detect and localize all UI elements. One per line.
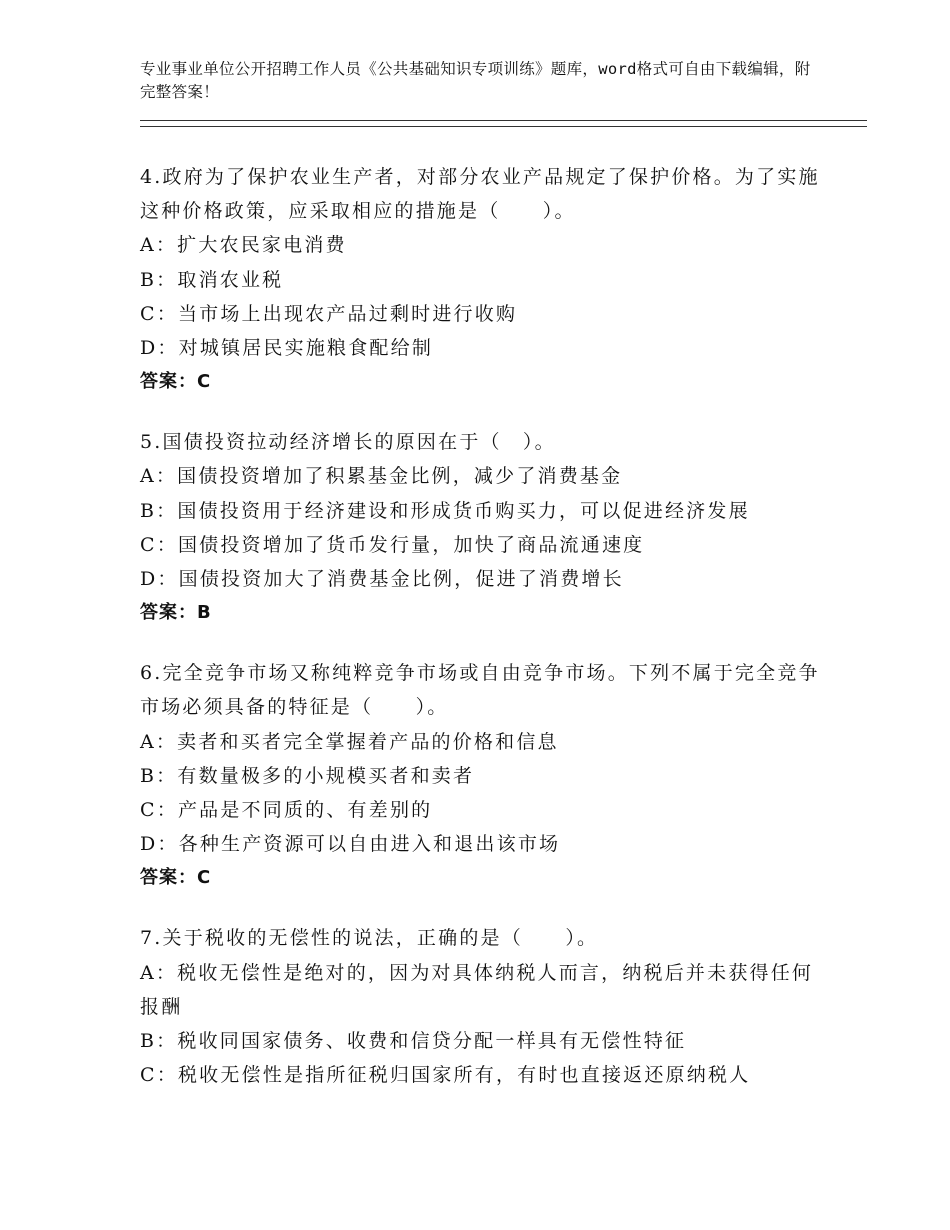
question-5 [140, 425, 820, 630]
question-list [140, 160, 820, 1118]
document-header: 专业事业单位公开招聘工作人员《公共基础知识专项训练》题库，word格式可自由下载编辑，附完整答案！ [140, 60, 811, 101]
question-stem: 4.政府为了保护农业生产者，对部分农业产品规定了保护价格。为了实施这种价格政策，应采取相应的措施是（ ）。 [140, 166, 820, 223]
question-stem: 5.国债投资拉动经济增长的原因在于（ ）。 [140, 431, 556, 454]
option-c: C：当市场上出现农产品过剩时进行收购 [140, 302, 518, 325]
question-7 [140, 921, 820, 1092]
question-stem: 7.关于税收的无偿性的说法，正确的是（ ）。 [140, 927, 599, 950]
option-b: B：有数量极多的小规模买者和卖者 [140, 764, 475, 787]
option-c: C：税收无偿性是指所征税归国家所有，有时也直接返还原纳税人 [140, 1064, 751, 1087]
option-c: C：国债投资增加了货币发行量，加快了商品流通速度 [140, 533, 645, 556]
option-a: A：税收无偿性是绝对的，因为对具体纳税人而言，纳税后并未获得任何报酬 [140, 961, 814, 1018]
option-a: A：卖者和买者完全掌握着产品的价格和信息 [140, 730, 559, 753]
answer-line: 答案：C [140, 867, 212, 889]
option-c: C：产品是不同质的、有差别的 [140, 799, 433, 822]
option-a: A：扩大农民家电消费 [140, 234, 347, 257]
question-6 [140, 656, 820, 895]
option-d: D：各种生产资源可以自由进入和退出该市场 [140, 833, 561, 856]
option-b: B：国债投资用于经济建设和形成货币购买力，可以促进经济发展 [140, 499, 750, 522]
option-d: D：国债投资加大了消费基金比例，促进了消费增长 [140, 568, 624, 591]
option-b: B：税收同国家债务、收费和信贷分配一样具有无偿性特征 [140, 1030, 687, 1053]
answer-line: 答案：B [140, 602, 212, 624]
question-4 [140, 160, 820, 399]
option-d: D：对城镇居民实施粮食配给制 [140, 337, 434, 360]
option-b: B：取消农业税 [140, 268, 284, 291]
header-divider [140, 120, 867, 127]
answer-line: 答案：C [140, 371, 212, 393]
option-a: A：国债投资增加了积累基金比例，减少了消费基金 [140, 465, 623, 488]
question-stem: 6.完全竞争市场又称纯粹竞争市场或自由竞争市场。下列不属于完全竞争市场必须具备的特征是（ ）。 [140, 662, 820, 719]
